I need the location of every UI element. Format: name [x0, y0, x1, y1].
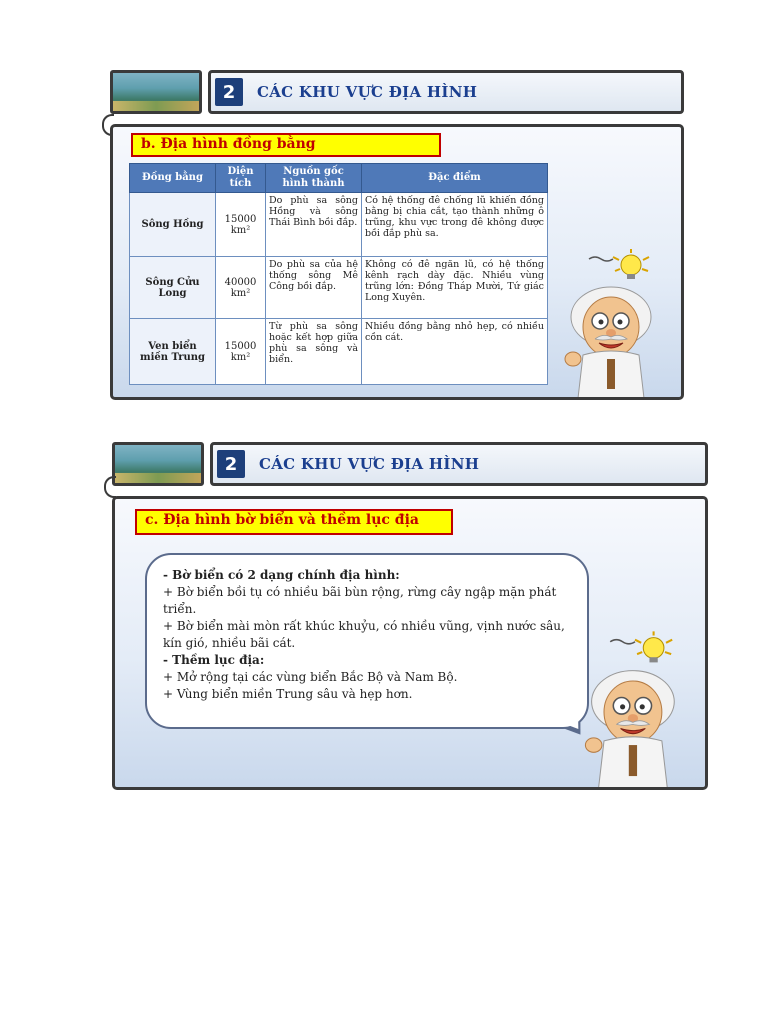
- table-row: [130, 193, 548, 257]
- plain-area: 15000 km²: [216, 319, 266, 385]
- plain-origin: Do phù sa sông Hồng và sông Thái Bình bồi đắp.: [266, 193, 362, 257]
- lightbulb-icon: [610, 631, 672, 662]
- plain-origin: Từ phù sa sông hoặc kết hợp giữa phù sa sông và biển.: [266, 319, 362, 385]
- slide-title: CÁC KHU VỰC ĐỊA HÌNH: [257, 83, 478, 101]
- column-header: Đồng bằng: [130, 164, 216, 193]
- section-heading: c. Địa hình bờ biển và thềm lục địa: [135, 509, 453, 535]
- section-number-badge: 2: [217, 450, 245, 478]
- slide-header: [112, 442, 708, 490]
- bubble-heading: - Thềm lục địa:: [163, 653, 265, 667]
- table-row: [130, 257, 548, 319]
- bubble-heading: - Bờ biển có 2 dạng chính địa hình:: [163, 568, 400, 582]
- lightbulb-icon: [589, 249, 649, 279]
- section-number-badge: 2: [215, 78, 243, 106]
- speech-bubble: [145, 553, 589, 729]
- hook-decoration: [104, 476, 116, 498]
- landscape-thumbnail-icon: [110, 70, 202, 114]
- bubble-line: + Vùng biển miền Trung sâu và hẹp hơn.: [163, 687, 413, 701]
- plain-feature: Không có đê ngăn lũ, có hệ thống kênh rạch dày đặc. Nhiều vùng trũng lớn: Đồng Tháp Mười, Tứ giác Long Xuyên.: [362, 257, 548, 319]
- bubble-line: + Mở rộng tại các vùng biển Bắc Bộ và Nam Bộ.: [163, 670, 458, 684]
- slide-header: [110, 70, 684, 118]
- slide-body: [110, 124, 684, 400]
- column-header: Nguồn gốc hình thành: [266, 164, 362, 193]
- landscape-thumbnail-icon: [112, 442, 204, 486]
- bubble-line: + Bờ biển mài mòn rất khúc khuỷu, có nhiều vũng, vịnh nước sâu, kín gió, nhiều bãi cát.: [163, 619, 565, 650]
- plain-area: 40000 km²: [216, 257, 266, 319]
- professor-character-icon: [553, 247, 673, 400]
- professor-character-icon: [573, 629, 697, 790]
- column-header: Diện tích: [216, 164, 266, 193]
- title-bar: [210, 442, 708, 486]
- plain-name: Sông Hồng: [130, 193, 216, 257]
- column-header: Đặc điểm: [362, 164, 548, 193]
- slide-title: CÁC KHU VỰC ĐỊA HÌNH: [259, 455, 480, 473]
- plain-name: Ven biển miền Trung: [130, 319, 216, 385]
- plain-origin: Do phù sa của hệ thống sông Mê Công bồi đắp.: [266, 257, 362, 319]
- plain-feature: Nhiều đồng bằng nhỏ hẹp, có nhiều cồn cát.: [362, 319, 548, 385]
- section-heading: b. Địa hình đồng bằng: [131, 133, 441, 157]
- plain-feature: Có hệ thống đê chống lũ khiến đồng bằng bị chia cắt, tạo thành những ô trũng, khu vực trong đê không được bồi đắp phù sa.: [362, 193, 548, 257]
- slide-body: [112, 496, 708, 790]
- slide-bo-bien: [112, 442, 708, 790]
- plain-name: Sông Cửu Long: [130, 257, 216, 319]
- table-row: [130, 319, 548, 385]
- plains-table: [129, 163, 548, 385]
- slide-dong-bang: [110, 70, 684, 400]
- bubble-line: + Bờ biển bồi tụ có nhiều bãi bùn rộng, rừng cây ngập mặn phát triển.: [163, 585, 557, 616]
- title-bar: [208, 70, 684, 114]
- table-header-row: [130, 164, 548, 193]
- plain-area: 15000 km²: [216, 193, 266, 257]
